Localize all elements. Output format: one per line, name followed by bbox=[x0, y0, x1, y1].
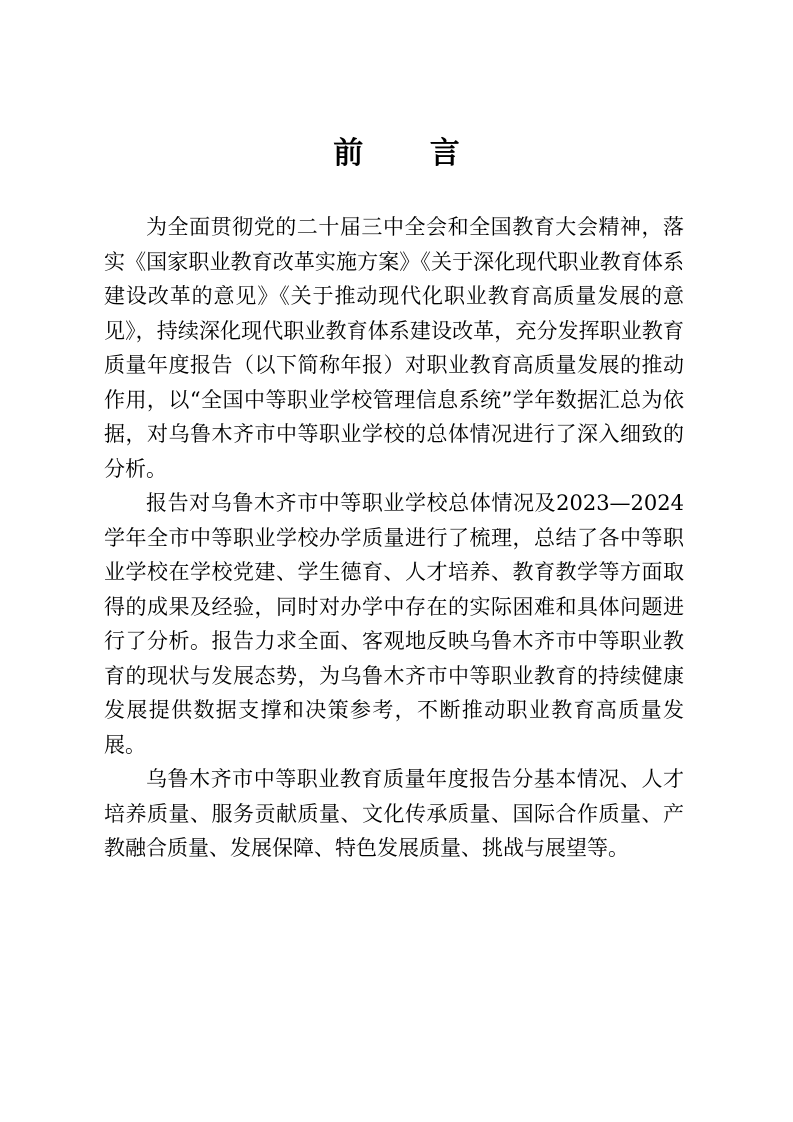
paragraph-2: 报告对乌鲁木齐市中等职业学校总体情况及2023—2024学年全市中等职业学校办学质量进行了梳理，总结了各中等职业学校在学校党建、学生德育、人才培养、教育教学等方面取得的成果及经验，同时对办学中存在的实际困难和具体问题进行了分析。报告力求全面、客观地反映乌鲁木齐市中等职业教育的现状与发展态势，为乌鲁木齐市中等职业教育的持续健康发展提供数据支撑和决策参考，不断推动职业教育高质量发展。 bbox=[104, 491, 684, 757]
document-body bbox=[104, 210, 684, 866]
paragraph-1: 为全面贯彻党的二十届三中全会和全国教育大会精神，落实《国家职业教育改革实施方案》《关于深化现代职业教育体系建设改革的意见》《关于推动现代化职业教育高质量发展的意见》，持续深化现代职业教育体系建设改革，充分发挥职业教育质量年度报告（以下简称年报）对职业教育高质量发展的推动作用，以“全国中等职业学校管理信息系统”学年数据汇总为依据，对乌鲁木齐市中等职业学校的总体情况进行了深入细致的分析。 bbox=[104, 215, 684, 481]
paragraph-3: 乌鲁木齐市中等职业教育质量年度报告分基本情况、人才培养质量、服务贡献质量、文化传承质量、国际合作质量、产教融合质量、发展保障、特色发展质量、挑战与展望等。 bbox=[104, 767, 684, 860]
page-title: 前 言 bbox=[333, 136, 488, 171]
